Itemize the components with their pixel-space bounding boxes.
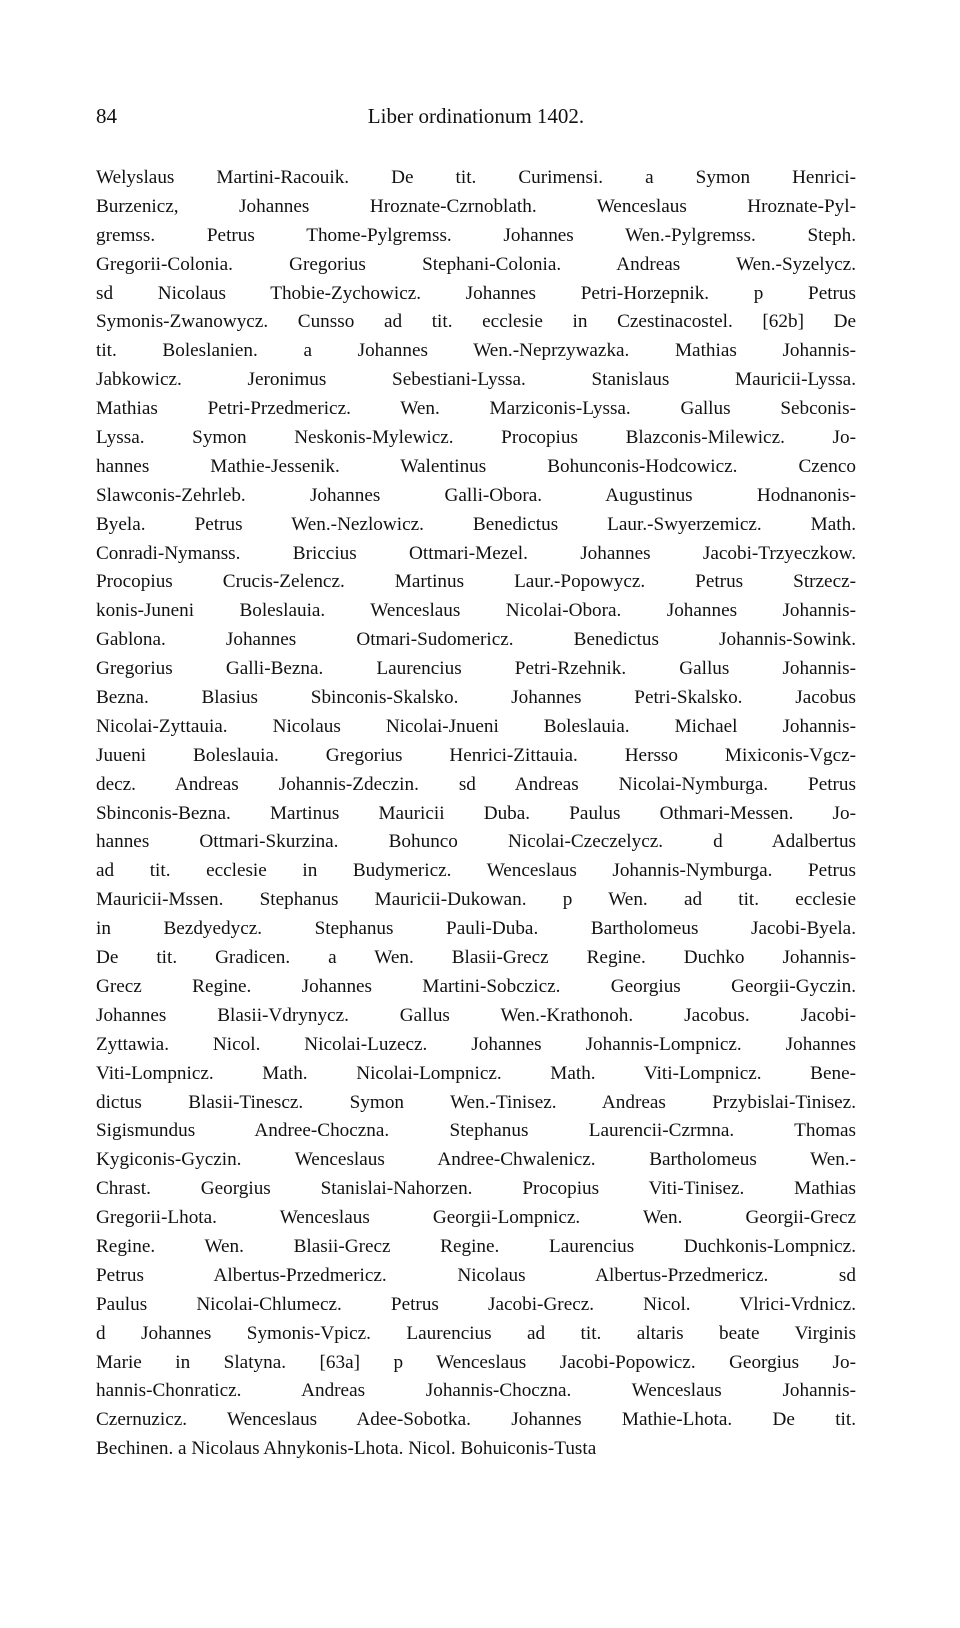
text-line: Marie in Slatyna. [63a] p Wenceslaus Jacobi-Popowicz. Georgius Jo- [96,1351,856,1373]
text-line: decz. Andreas Johannis-Zdeczin. sd Andreas Nicolai-Nymburga. Petrus [96,773,856,795]
text-line: Byela. Petrus Wen.-Nezlowicz. Benedictus Laur.-Swyerzemicz. Math. [96,513,856,535]
text-line: Chrast. Georgius Stanislai-Nahorzen. Procopius Viti-Tinisez. Mathias [96,1178,856,1200]
text-line: Gablona. Johannes Otmari-Sudomericz. Benedictus Johannis-Sowink. [96,629,856,651]
text-line: sd Nicolaus Thobie-Zychowicz. Johannes Petri-Horzepnik. p Petrus [96,282,856,304]
text-line: ad tit. ecclesie in Budymericz. Wenceslaus Johannis-Nymburga. Petrus [96,860,856,882]
body-text [96,164,856,1464]
text-line: Welyslaus Martini-Racouik. De tit. Curimensi. a Symon Henrici- [96,167,856,188]
text-line: Gregorius Galli-Bezna. Laurencius Petri-Rzehnik. Gallus Johannis- [96,658,856,680]
text-line: Paulus Nicolai-Chlumecz. Petrus Jacobi-Grecz. Nicol. Vlrici-Vrdnicz. [96,1293,856,1315]
text-line: d Johannes Symonis-Vpicz. Laurencius ad tit. altaris beate Virginis [96,1322,856,1344]
text-line: konis-Juneni Boleslauia. Wenceslaus Nicolai-Obora. Johannes Johannis- [96,600,856,622]
text-line: Bechinen. a Nicolaus Ahnykonis-Lhota. Nicol. Bohuiconis-Tusta [96,1438,597,1460]
text-line: Conradi-Nymanss. Briccius Ottmari-Mezel. Johannes Jacobi-Trzyeczkow. [96,542,856,564]
running-title: Liber ordinationum 1402. [367,104,585,128]
text-line: Nicolai-Zyttauia. Nicolaus Nicolai-Jnueni Boleslauia. Michael Johannis- [96,715,856,737]
text-line: hannes Ottmari-Skurzina. Bohunco Nicolai-Czeczelycz. d Adalbertus [96,831,856,853]
text-line: Mauricii-Mssen. Stephanus Mauricii-Dukowan. p Wen. ad tit. ecclesie [96,889,856,911]
text-line: De tit. Gradicen. a Wen. Blasii-Grecz Regine. Duchko Johannis- [96,947,856,969]
page-header [96,104,856,164]
text-line: Czernuzicz. Wenceslaus Adee-Sobotka. Johannes Mathie-Lhota. De tit. [96,1409,856,1431]
text-line: Johannes Blasii-Vdrynycz. Gallus Wen.-Krathonoh. Jacobus. Jacobi- [96,1004,856,1026]
text-line: dictus Blasii-Tinescz. Symon Wen.-Tinisez. Andreas Przybislai-Tinisez. [96,1091,856,1113]
text-line: Viti-Lompnicz. Math. Nicolai-Lompnicz. Math. Viti-Lompnicz. Bene- [96,1062,856,1084]
text-line: Kygiconis-Gyczin. Wenceslaus Andree-Chwalenicz. Bartholomeus Wen.- [96,1149,856,1171]
page-number: 84 [96,104,117,128]
text-line: Petrus Albertus-Przedmericz. Nicolaus Albertus-Przedmericz. sd [96,1264,856,1286]
text-line: Sigismundus Andree-Choczna. Stephanus Laurencii-Czrmna. Thomas [96,1120,856,1142]
text-line: Lyssa. Symon Neskonis-Mylewicz. Procopius Blazconis-Milewicz. Jo- [96,427,856,449]
text-line: Procopius Crucis-Zelencz. Martinus Laur.-Popowycz. Petrus Strzecz- [96,571,856,593]
text-line: Symonis-Zwanowycz. Cunsso ad tit. ecclesie in Czestinacostel. [62b] De [96,311,856,333]
text-line: Burzenicz, Johannes Hroznate-Czrnoblath. Wenceslaus Hroznate-Pyl- [96,195,856,217]
text-line: gremss. Petrus Thome-Pylgremss. Johannes Wen.-Pylgremss. Steph. [96,224,856,246]
text-line: hannes Mathie-Jessenik. Walentinus Bohunconis-Hodcowicz. Czenco [96,455,856,477]
text-line: Grecz Regine. Johannes Martini-Sobczicz. Georgius Georgii-Gyczin. [96,975,856,997]
text-line: Regine. Wen. Blasii-Grecz Regine. Laurencius Duchkonis-Lompnicz. [96,1235,856,1257]
text-line: Sbinconis-Bezna. Martinus Mauricii Duba. Paulus Othmari-Messen. Jo- [96,802,856,824]
text-line: Slawconis-Zehrleb. Johannes Galli-Obora. Augustinus Hodnanonis- [96,484,856,506]
text-line: Juueni Boleslauia. Gregorius Henrici-Zittauia. Hersso Mixiconis-Vgcz- [96,744,856,766]
text-line: Gregorii-Colonia. Gregorius Stephani-Colonia. Andreas Wen.-Syzelycz. [96,253,856,275]
text-line: tit. Boleslanien. a Johannes Wen.-Neprzywazka. Mathias Johannis- [96,340,856,362]
text-line: Gregorii-Lhota. Wenceslaus Georgii-Lompnicz. Wen. Georgii-Grecz [96,1207,856,1229]
text-line: Mathias Petri-Przedmericz. Wen. Marziconis-Lyssa. Gallus Sebconis- [96,398,856,420]
document-page [96,104,856,1464]
text-line: hannis-Chonraticz. Andreas Johannis-Choczna. Wenceslaus Johannis- [96,1380,856,1402]
text-line: Jabkowicz. Jeronimus Sebestiani-Lyssa. Stanislaus Mauricii-Lyssa. [96,369,856,391]
text-line: Zyttawia. Nicol. Nicolai-Luzecz. Johannes Johannis-Lompnicz. Johannes [96,1033,856,1055]
text-line: Bezna. Blasius Sbinconis-Skalsko. Johannes Petri-Skalsko. Jacobus [96,687,856,709]
text-line: in Bezdyedycz. Stephanus Pauli-Duba. Bartholomeus Jacobi-Byela. [96,918,856,940]
